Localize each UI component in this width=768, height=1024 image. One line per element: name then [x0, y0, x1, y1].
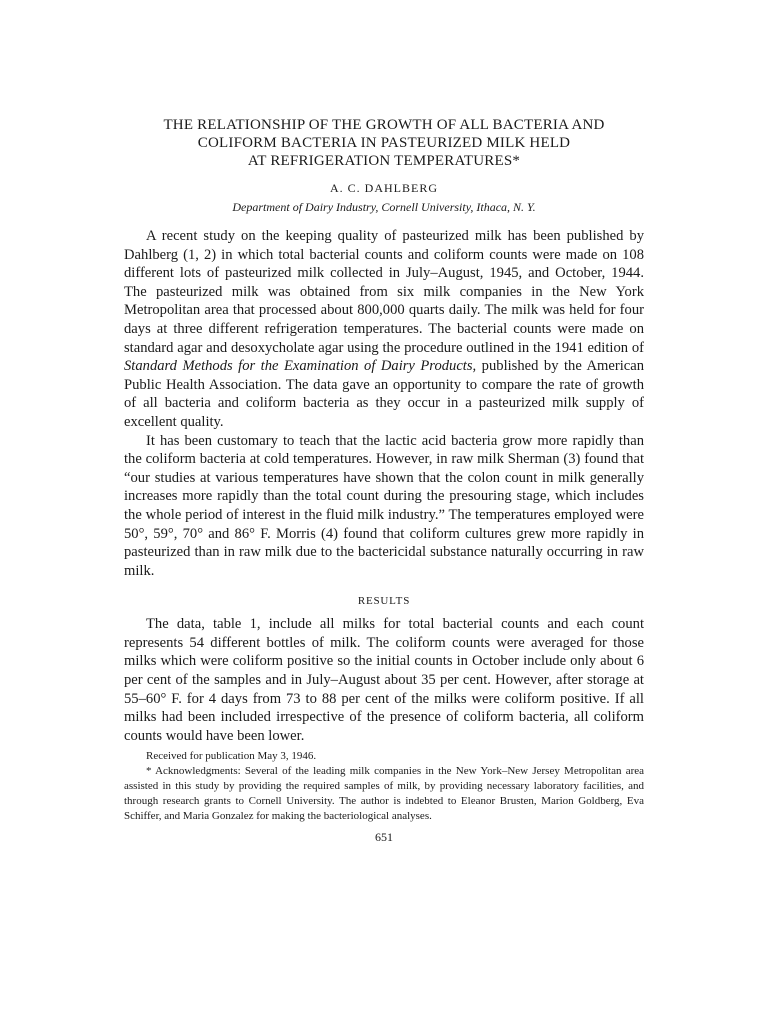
intro-paragraph-1: [124, 227, 644, 432]
paper-page: [124, 116, 644, 844]
intro-p1-text-a: A recent study on the keeping quality of pasteurized milk has been published by Dahlberg (1, 2) in which total bacterial counts and coliform counts were made on 108 different lots of pasteurized milk collected in July–August, 1945, and October, 1944. The pasteurized milk was obtained from six milk companies in the New York Metropolitan area that processed about 800,000 quarts daily. The milk was held for four days at three different refrigeration temperatures. The bacterial counts were made on standard agar and desoxycholate agar using the procedure outlined in the 1941 edition of: [124, 228, 644, 356]
author-affiliation: Department of Dairy Industry, Cornell University, Ithaca, N. Y.: [232, 200, 536, 214]
acknowledgments-note: * Acknowledgments: Several of the leading milk companies in the New York–New Jersey Metropolitan area assisted in this study by providing the required samples of milk, by providing necessary laboratory facilities, and through research grants to Cornell University. The author is indebted to Eleanor Brusten, Marion Goldberg, Eva Schiffer, and Maria Gonzalez for making the bacteriological analyses.: [124, 765, 644, 823]
footnotes: [124, 749, 644, 824]
paper-title: [124, 116, 644, 170]
title-line-3: AT REFRIGERATION TEMPERATURES*: [247, 153, 521, 169]
received-note: Received for publication May 3, 1946.: [146, 750, 317, 763]
paper-body: [124, 227, 644, 745]
intro-p1-italic-title: Standard Methods for the Examination of Dairy Products,: [124, 358, 477, 375]
title-line-1: THE RELATIONSHIP OF THE GROWTH OF ALL BACTERIA AND: [163, 117, 605, 133]
results-heading: RESULTS: [357, 595, 411, 608]
results-paragraph-1: The data, table 1, include all milks for total bacterial counts and each count represents 54 different bottles of milk. The coliform counts were averaged for those milks which were coliform positive so the initial counts in October include only about 6 per cent of the samples and in July–August about 35 per cent. However, after storage at 55–60° F. for 4 days from 73 to 88 per cent of the milks were coliform positive. If all milks had been included irrespective of the presence of coliform bacteria, all coliform counts would have been lower.: [124, 616, 644, 744]
page-number: 651: [375, 830, 393, 845]
author-name: A. C. DAHLBERG: [329, 181, 438, 195]
intro-p1-text-b: published by the American Public Health Association. The data gave an opportunity to compare the rate of growth of all bacteria and coliform bacteria as they occur in a pasteurized milk supply of excellent quality.: [124, 358, 644, 430]
title-line-2: COLIFORM BACTERIA IN PASTEURIZED MILK HELD: [197, 135, 571, 151]
intro-paragraph-2: It has been customary to teach that the lactic acid bacteria grow more rapidly than the coliform bacteria at cold temperatures. However, in raw milk Sherman (3) found that “our studies at various temperatures have shown that the colon count in milk generally increases more rapidly than the total count during the presouring stage, which includes the whole period of interest in the fluid milk industry.” The temperatures employed were 50°, 59°, 70° and 86° F. Morris (4) found that coliform cultures grew more rapidly in pasteurized than in raw milk due to the bactericidal substance naturally occurring in raw milk.: [124, 432, 644, 579]
